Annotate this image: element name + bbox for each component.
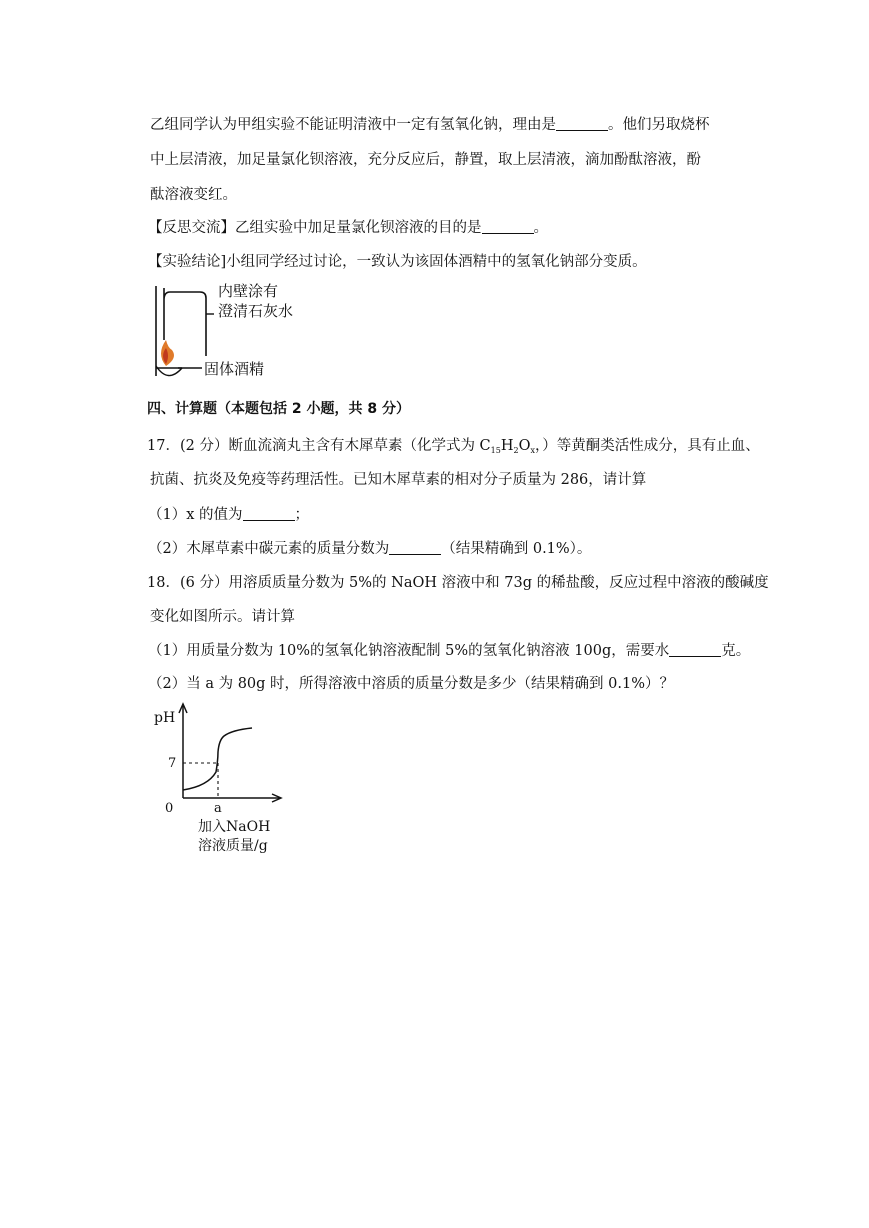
question-18-line-2	[150, 605, 295, 626]
x-tick-label: a	[214, 801, 222, 816]
question-18-sub-2	[148, 672, 674, 693]
paragraph-text: 中上层清液，加足量氯化钡溶液，充分反应后，静置，取上层清液，滴加酚酞溶液，酚	[150, 152, 701, 168]
question-text: 17．(2 分）断血流滴丸主含有木犀草素（化学式为 C	[147, 438, 491, 454]
question-text: ，）等黄酮类活性成分，具有止血、	[535, 438, 760, 454]
question-17-line-2	[150, 468, 646, 489]
figure-label-bottom: 固体酒精	[204, 360, 265, 378]
y-tick-label: 7	[168, 756, 177, 771]
question-text: 18．(6 分）用溶质质量分数为 5%的 NaOH 溶液中和 73g 的稀盐酸，反应过程中溶液的酸碱度	[147, 575, 769, 591]
paragraph-text: 酞溶液变红。	[150, 187, 237, 203]
conclusion-line	[148, 250, 647, 271]
question-18-sub-1	[148, 639, 750, 660]
figure-label-top-2: 澄清石灰水	[218, 302, 294, 320]
question-17-sub-2	[148, 537, 591, 558]
answer-blank	[482, 219, 534, 234]
paragraph-line-2	[150, 148, 701, 169]
experiment-figure	[148, 280, 318, 386]
paragraph-text: 【实验结论]小组同学经过讨论，一致认为该固体酒精中的氢氧化钠部分变质。	[148, 254, 647, 270]
paragraph-text: 。他们另取烧杯	[608, 117, 710, 133]
question-text: （1）x 的值为	[148, 507, 243, 523]
ph-curve	[183, 728, 252, 790]
question-17-sub-1	[148, 503, 309, 524]
paragraph-text: 。	[533, 220, 548, 236]
question-18-line-1	[147, 571, 769, 592]
paragraph-text: 【反思交流】乙组实验中加足量氯化钡溶液的目的是	[148, 220, 482, 236]
question-text: （2）当 a 为 80g 时，所得溶液中溶质的质量分数是多少（结果精确到 0.1%）？	[148, 676, 674, 692]
paragraph-text: 乙组同学认为甲组实验不能证明清液中一定有氢氧化钠，理由是	[150, 117, 556, 133]
origin-label: 0	[165, 801, 174, 816]
question-text: （1）用质量分数为 10%的氢氧化钠溶液配制 5%的氢氧化钠溶液 100g，需要水	[148, 643, 670, 659]
figure-label-top: 内壁涂有	[218, 282, 279, 300]
paragraph-line-1	[150, 113, 710, 134]
question-text: O	[518, 438, 531, 454]
question-text: 克。	[721, 643, 751, 659]
question-text: 抗菌、抗炎及免疫等药理活性。已知木犀草素的相对分子质量为 286，请计算	[150, 472, 647, 488]
question-text: （结果精确到 0.1%）。	[441, 541, 592, 557]
question-text: ；	[294, 507, 310, 523]
section-heading	[147, 398, 410, 418]
question-text: （2）木犀草素中碳元素的质量分数为	[148, 541, 390, 557]
answer-blank	[243, 506, 295, 521]
answer-blank	[389, 540, 441, 555]
subscript: x	[530, 446, 535, 455]
answer-blank	[669, 642, 721, 657]
x-axis-label-line-1: 加入NaOH	[198, 819, 271, 835]
beaker-outline	[164, 288, 206, 356]
ph-curve-figure	[148, 700, 288, 860]
question-text: 变化如图所示。请计算	[150, 609, 295, 625]
question-17-line-1	[147, 434, 760, 455]
paragraph-line-3	[150, 183, 237, 204]
question-text: H	[500, 438, 514, 454]
x-axis-label-line-2: 溶液质量/g	[198, 838, 268, 854]
y-axis-label: pH	[154, 710, 176, 726]
reflection-line	[148, 216, 548, 237]
subscript: 15	[490, 446, 501, 455]
answer-blank	[556, 116, 608, 131]
subscript: 2	[513, 446, 519, 455]
section-heading-text: 四、计算题（本题包括 2 小题，共 8 分）	[147, 401, 410, 417]
